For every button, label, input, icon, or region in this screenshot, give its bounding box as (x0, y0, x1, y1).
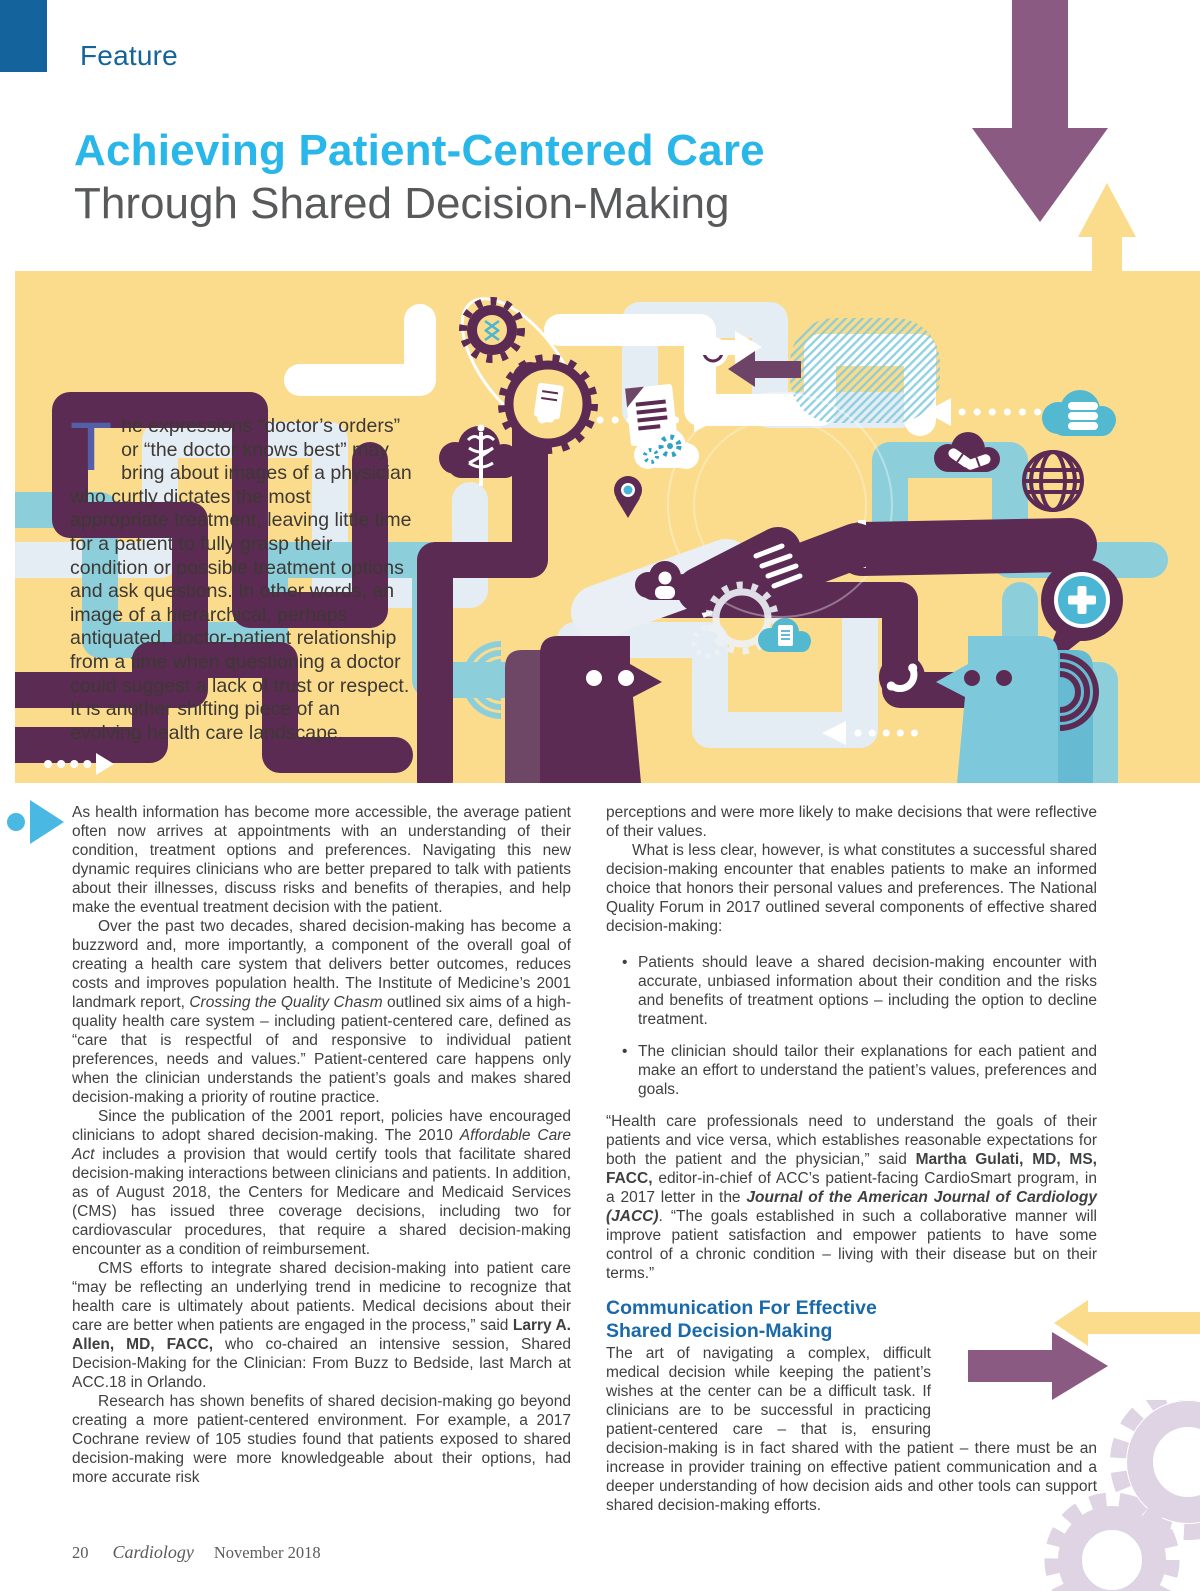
caduceus-cloud (439, 425, 519, 487)
illustration-band (15, 271, 1200, 783)
lead-marker (0, 795, 80, 851)
paragraph: As health information has become more accessible, the average patient often now arrives at appointments with an understanding of their condition, treatment options and preferences. Navigating this new dynamic requires clinicians who are better prepared to talk with patients about their illnesses, discuss risks and benefits of therapies, and help make the eventual treatment decision with the patient. (72, 804, 571, 916)
paragraph: perceptions and were more likely to make decisions that were reflective of their values. (606, 804, 1097, 840)
corner-gears (940, 1400, 1200, 1591)
drop-cap: T (70, 408, 113, 485)
section-kicker: Feature (80, 40, 178, 71)
marker-dot (7, 813, 25, 831)
doctor-heads (505, 636, 662, 783)
quote-paragraph (606, 1112, 1097, 1283)
up-arrow (1078, 183, 1136, 271)
paragraph: Research has shown benefits of shared decision-making go beyond creating a more patient-centered environment. For example, a 2017 Cochrane review of 105 studies found that patients exposed to shared decision-making were more knowledgeable about their options, had more accurate risk (72, 1393, 571, 1486)
article-title-line1: Achieving Patient-Centered Care (74, 126, 765, 175)
gear-icon (1052, 1500, 1172, 1591)
issue-date: November 2018 (213, 1543, 321, 1562)
left-yellow-arrow (1054, 1300, 1200, 1346)
location-pin (614, 476, 642, 518)
intro-text: he expressions “doctor’s orders” or “the doctor knows best” may bring about images of a physician who curtly dictates the most appropriate treatment, leaving little time for a patient to fully grasp their condition or possible treatment options and ask questions. In other words, an image of a hierarchical, perhaps antiquated, doctor-patient relationship from a time when questioning a doctor could suggest a lack of trust or respect. It is another shifting piece of an evolving health care landscape. (70, 415, 412, 744)
right-intro-paragraphs (606, 803, 1097, 936)
phone-badge (879, 654, 925, 700)
section-heading: Communication For Effective Shared Decision-Making (606, 1297, 877, 1342)
intro-paragraph (70, 408, 414, 745)
paragraph: The art of navigating a complex, difficult medical decision while keeping the patient’s wishes at the center can be a difficult task. If clinicians are to be successful in practicing patient-centered care – that is, ensuring decision-making is in fact shared with the patient – there must be an increase in provider training on effective patient communication and a deeper understanding of how decision aids and other tools can support shared decision-making efforts. (606, 1345, 1097, 1514)
dotted-arrow-left (925, 398, 1038, 426)
globe (1024, 452, 1082, 510)
components-bullet-list (606, 953, 1097, 1099)
halftone-cloud (790, 318, 940, 423)
magazine-name: Cardiology (112, 1542, 194, 1562)
page-footer (72, 1542, 321, 1563)
paragraph: Since the publication of the 2001 report, policies have encouraged clinicians to adopt shared decision-making. The 2010 Affordable Care Act includes a provision that would certify tools that facilitate shared decision-making interactions between clinicians and patients. In addition, as of August 2018, the Centers for Medicare and Medicaid Services (CMS) has issued three coverage decisions, including two for cardiovascular procedures, that require a shared decision-making encounter as a condition of reimbursement. (72, 1108, 571, 1258)
left-column (72, 803, 571, 1487)
patient-heads (936, 636, 1096, 783)
page-number: 20 (72, 1543, 89, 1562)
database-cloud (1042, 390, 1116, 436)
paragraph: CMS efforts to integrate shared decision-making into patient care “may be reflecting an underlying trend in medicine to recognize that health care is ultimately about patients. Medical decisions about their care are better when patients are engaged in the process,” said Larry A. Allen, MD, FACC, who co-chaired an intensive session, Shared Decision-Making for the Clinician: From Buzz to Bedside, last March at ACC.18 in Orlando. (72, 1260, 571, 1391)
down-arrow (972, 0, 1108, 222)
kicker-square (0, 0, 47, 72)
paragraph: “Health care professionals need to understand the goals of their patients and vice versa, which establishes reasonable expectations for both the patient and the physician,” said Martha Gulati, MD, MS, FACC, editor-in-chief of ACC’s patient-facing CardioSmart program, in a 2017 letter in the Journal of the American Journal of Cardiology (JACC). “The goals established in such a collaborative manner will improve patient satisfaction and empower patients to have some control of a chronic condition – living with their disease but on their terms.” (606, 1113, 1097, 1282)
marker-triangle-icon (30, 800, 64, 844)
paragraph: What is less clear, however, is what constitutes a successful shared decision-making encounter that enables patients to make an informed choice that honors their personal values and preferences. The National Quality Forum in 2017 outlined several components of effective shared decision-making: (606, 842, 1097, 935)
bullet-item: • The clinician should tailor their explanations for each patient and make an effort to understand the patient’s values, preferences and goals. (622, 1042, 1097, 1099)
paragraph: Over the past two decades, shared decision-making has become a buzzword and, more importantly, a component of the overall goal of creating a health care system that delivers better outcomes, reduces costs and improves population health. The Institute of Medicine’s 2001 landmark report, Crossing the Quality Chasm outlined six aims of a high-quality health care system – including patient-centered care, defined as “care that is respectful of and responsive to individual patient preferences, needs and values.” Patient-centered care happens only when the clinician understands the patient’s goals and makes shared decision-making a priority of routine practice. (72, 918, 571, 1106)
pills-cloud (934, 432, 1000, 472)
article-title-line2: Through Shared Decision-Making (74, 179, 730, 228)
article-title (74, 126, 765, 232)
bullet-item: • Patients should leave a shared decision-making encounter with accurate, unbiased information about their condition and the risks and benefits of treatment options – including the option to decline treatment. (622, 953, 1097, 1029)
